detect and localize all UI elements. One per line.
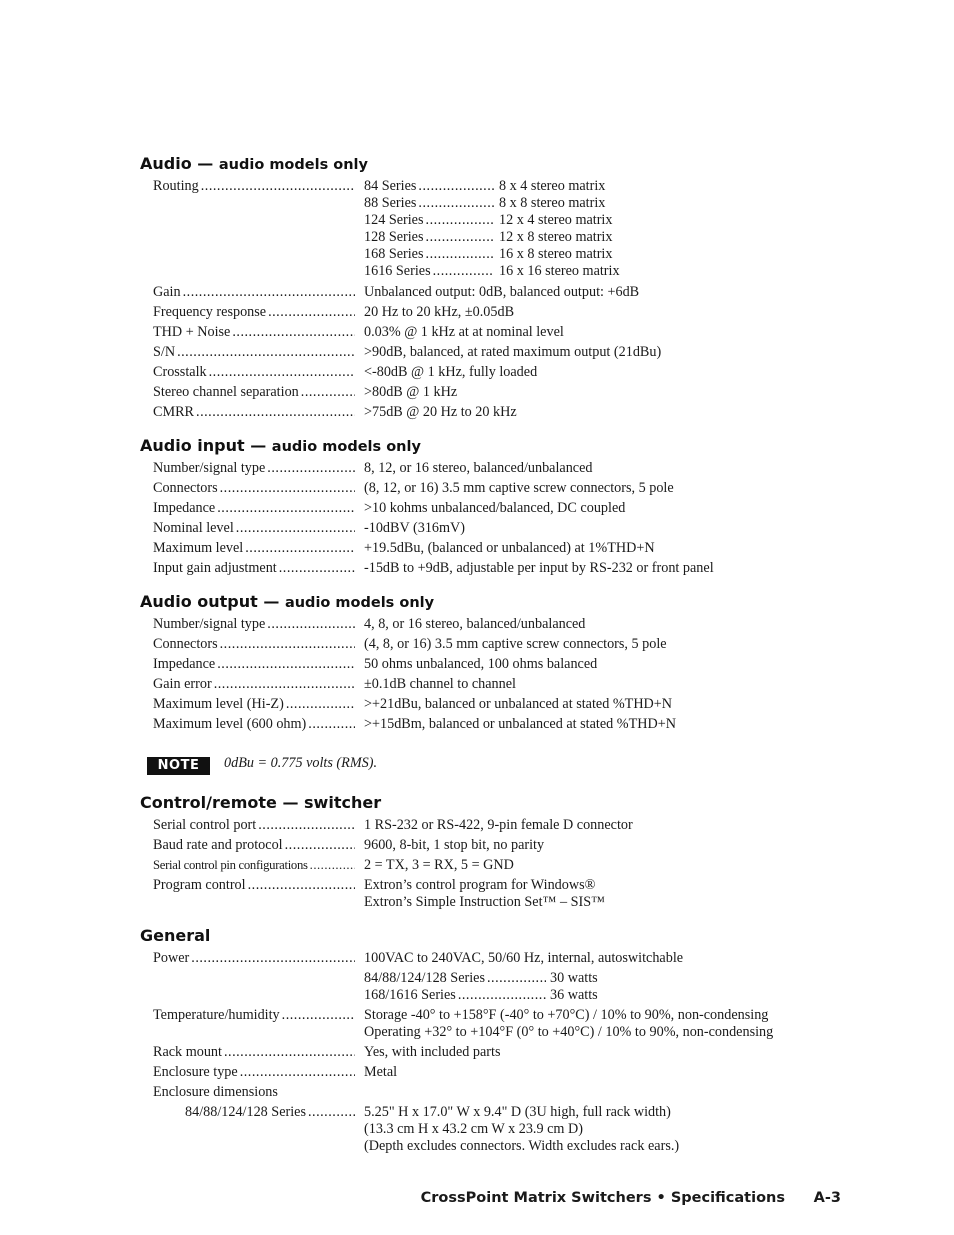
routing-row	[364, 178, 634, 195]
spec-label: Impedance	[153, 656, 216, 672]
spec-label: Gain	[153, 284, 181, 300]
power-value: 36 watts	[550, 987, 598, 1003]
spec-label: Routing	[153, 178, 199, 194]
spec-value: >75dB @ 20 Hz to 20 kHz	[364, 404, 517, 420]
spec-value: -15dB to +9dB, adjustable per input by RS-232 or front panel	[364, 560, 714, 576]
spec-value: Unbalanced output: 0dB, balanced output: +6dB	[364, 284, 640, 300]
power-row	[364, 987, 624, 1004]
spec-value: >90dB, balanced, at rated maximum output (21dBu)	[364, 344, 662, 360]
note-text: 0dBu = 0.775 volts (RMS).	[224, 755, 378, 771]
spec-value: (4, 8, or 16) 3.5 mm captive screw connectors, 5 pole	[364, 636, 667, 652]
heading-subtitle: audio models only	[284, 595, 435, 611]
spec-label: Program control	[153, 877, 246, 893]
spec-label: Temperature/humidity	[153, 1007, 280, 1023]
routing-row	[364, 229, 634, 246]
spec-label: Rack mount	[153, 1044, 222, 1060]
spec-value: 9600, 8-bit, 1 stop bit, no parity	[364, 837, 545, 853]
spec-value: 50 ohms unbalanced, 100 ohms balanced	[364, 656, 598, 672]
spec-value: (Depth excludes connectors. Width excludes rack ears.)	[364, 1138, 680, 1154]
spec-value: Metal	[364, 1064, 398, 1080]
section-heading-audio	[140, 154, 368, 173]
spec-value: 1 RS-232 or RS-422, 9-pin female D connector	[364, 817, 633, 833]
routing-row	[364, 212, 634, 229]
spec-label: S/N	[153, 344, 176, 360]
spec-label: Frequency response	[153, 304, 267, 320]
power-series: 84/88/124/128 Series	[364, 970, 485, 986]
spec-label: Serial control pin configurations	[153, 858, 308, 872]
spec-value: >10 kohms unbalanced/balanced, DC coupled	[364, 500, 626, 516]
spec-label: Number/signal type	[153, 616, 266, 632]
spec-value: 2 = TX, 3 = RX, 5 = GND	[364, 857, 514, 873]
spec-label: Gain error	[153, 676, 212, 692]
routing-value: 12 x 4 stereo matrix	[499, 212, 613, 228]
spec-label: Enclosure dimensions	[153, 1084, 278, 1100]
routing-value: 16 x 16 stereo matrix	[499, 263, 620, 279]
power-row	[364, 970, 624, 987]
spec-value: Operating +32° to +104°F (0° to +40°C) / 10% to 90%, non-condensing	[364, 1024, 774, 1040]
spec-value: <-80dB @ 1 kHz, fully loaded	[364, 364, 538, 380]
spec-label: Input gain adjustment	[153, 560, 277, 576]
section-heading-control	[140, 793, 381, 812]
spec-value: Storage -40° to +158°F (-40° to +70°C) / 10% to 90%, non-condensing	[364, 1007, 769, 1023]
routing-series: 128 Series	[364, 229, 424, 245]
routing-row	[364, 263, 634, 280]
spec-value: (8, 12, or 16) 3.5 mm captive screw connectors, 5 pole	[364, 480, 674, 496]
routing-table	[364, 178, 634, 280]
heading-title: Audio —	[140, 154, 214, 173]
spec-value: Extron’s Simple Instruction Set™ – SIS™	[364, 894, 606, 910]
spec-label: Crosstalk	[153, 364, 207, 380]
routing-row	[364, 246, 634, 263]
spec-label: Maximum level (600 ohm)	[153, 716, 307, 732]
spec-label: 84/88/124/128 Series	[185, 1104, 306, 1120]
spec-value: 4, 8, or 16 stereo, balanced/unbalanced	[364, 616, 586, 632]
spec-label: Stereo channel separation	[153, 384, 299, 400]
routing-row	[364, 195, 634, 212]
spec-value: ±0.1dB channel to channel	[364, 676, 516, 692]
routing-series: 88 Series	[364, 195, 417, 211]
power-series: 168/1616 Series	[364, 987, 456, 1003]
spec-label: Nominal level	[153, 520, 234, 536]
note-badge: NOTE	[147, 757, 210, 775]
spec-label: CMRR	[153, 404, 195, 420]
heading-title: Audio input —	[140, 436, 267, 455]
spec-label: Impedance	[153, 500, 216, 516]
routing-series: 124 Series	[364, 212, 424, 228]
routing-value: 8 x 8 stereo matrix	[499, 195, 606, 211]
routing-series: 1616 Series	[364, 263, 431, 279]
spec-label: Number/signal type	[153, 460, 266, 476]
spec-label: Serial control port	[153, 817, 257, 833]
spec-label: Enclosure type	[153, 1064, 238, 1080]
spec-label: THD + Noise	[153, 324, 231, 340]
footer-title: CrossPoint Matrix Switchers • Specifications	[420, 1190, 785, 1206]
heading-subtitle: audio models only	[271, 439, 421, 455]
routing-value: 16 x 8 stereo matrix	[499, 246, 613, 262]
spec-value: 0.03% @ 1 kHz at at nominal level	[364, 324, 564, 340]
routing-value: 8 x 4 stereo matrix	[499, 178, 606, 194]
spec-label: Maximum level	[153, 540, 244, 556]
spec-label: Connectors	[153, 636, 218, 652]
spec-label: Power	[153, 950, 190, 966]
heading-title: Control/remote — switcher	[140, 793, 382, 812]
routing-series: 168 Series	[364, 246, 424, 262]
section-heading-general	[140, 926, 210, 945]
spec-label: Maximum level (Hi-Z)	[153, 696, 284, 712]
spec-value: 5.25" H x 17.0" W x 9.4" D (3U high, full rack width)	[364, 1104, 671, 1120]
spec-value: >+21dBu, balanced or unbalanced at stated %THD+N	[364, 696, 673, 712]
spec-value: 100VAC to 240VAC, 50/60 Hz, internal, autoswitchable	[364, 950, 684, 966]
power-table	[364, 970, 624, 1004]
spec-value: Yes, with included parts	[364, 1044, 501, 1060]
heading-title: General	[140, 926, 211, 945]
spec-label: Connectors	[153, 480, 218, 496]
spec-value: >+15dBm, balanced or unbalanced at stated %THD+N	[364, 716, 676, 732]
heading-subtitle: audio models only	[218, 157, 368, 173]
spec-value: 8, 12, or 16 stereo, balanced/unbalanced	[364, 460, 593, 476]
spec-value: (13.3 cm H x 43.2 cm W x 23.9 cm D)	[364, 1121, 583, 1137]
spec-label: Baud rate and protocol	[153, 837, 283, 853]
section-heading-audio-output	[140, 592, 434, 611]
spec-value: 20 Hz to 20 kHz, ±0.05dB	[364, 304, 515, 320]
power-value: 30 watts	[550, 970, 598, 986]
page-number: A-3	[813, 1190, 841, 1206]
spec-value: +19.5dBu, (balanced or unbalanced) at 1%THD+N	[364, 540, 655, 556]
heading-title: Audio output —	[140, 592, 280, 611]
section-heading-audio-input	[140, 436, 421, 455]
routing-value: 12 x 8 stereo matrix	[499, 229, 613, 245]
routing-series: 84 Series	[364, 178, 417, 194]
spec-value: >80dB @ 1 kHz	[364, 384, 458, 400]
spec-value: -10dBV (316mV)	[364, 520, 466, 536]
spec-value: Extron’s control program for Windows®	[364, 877, 596, 893]
